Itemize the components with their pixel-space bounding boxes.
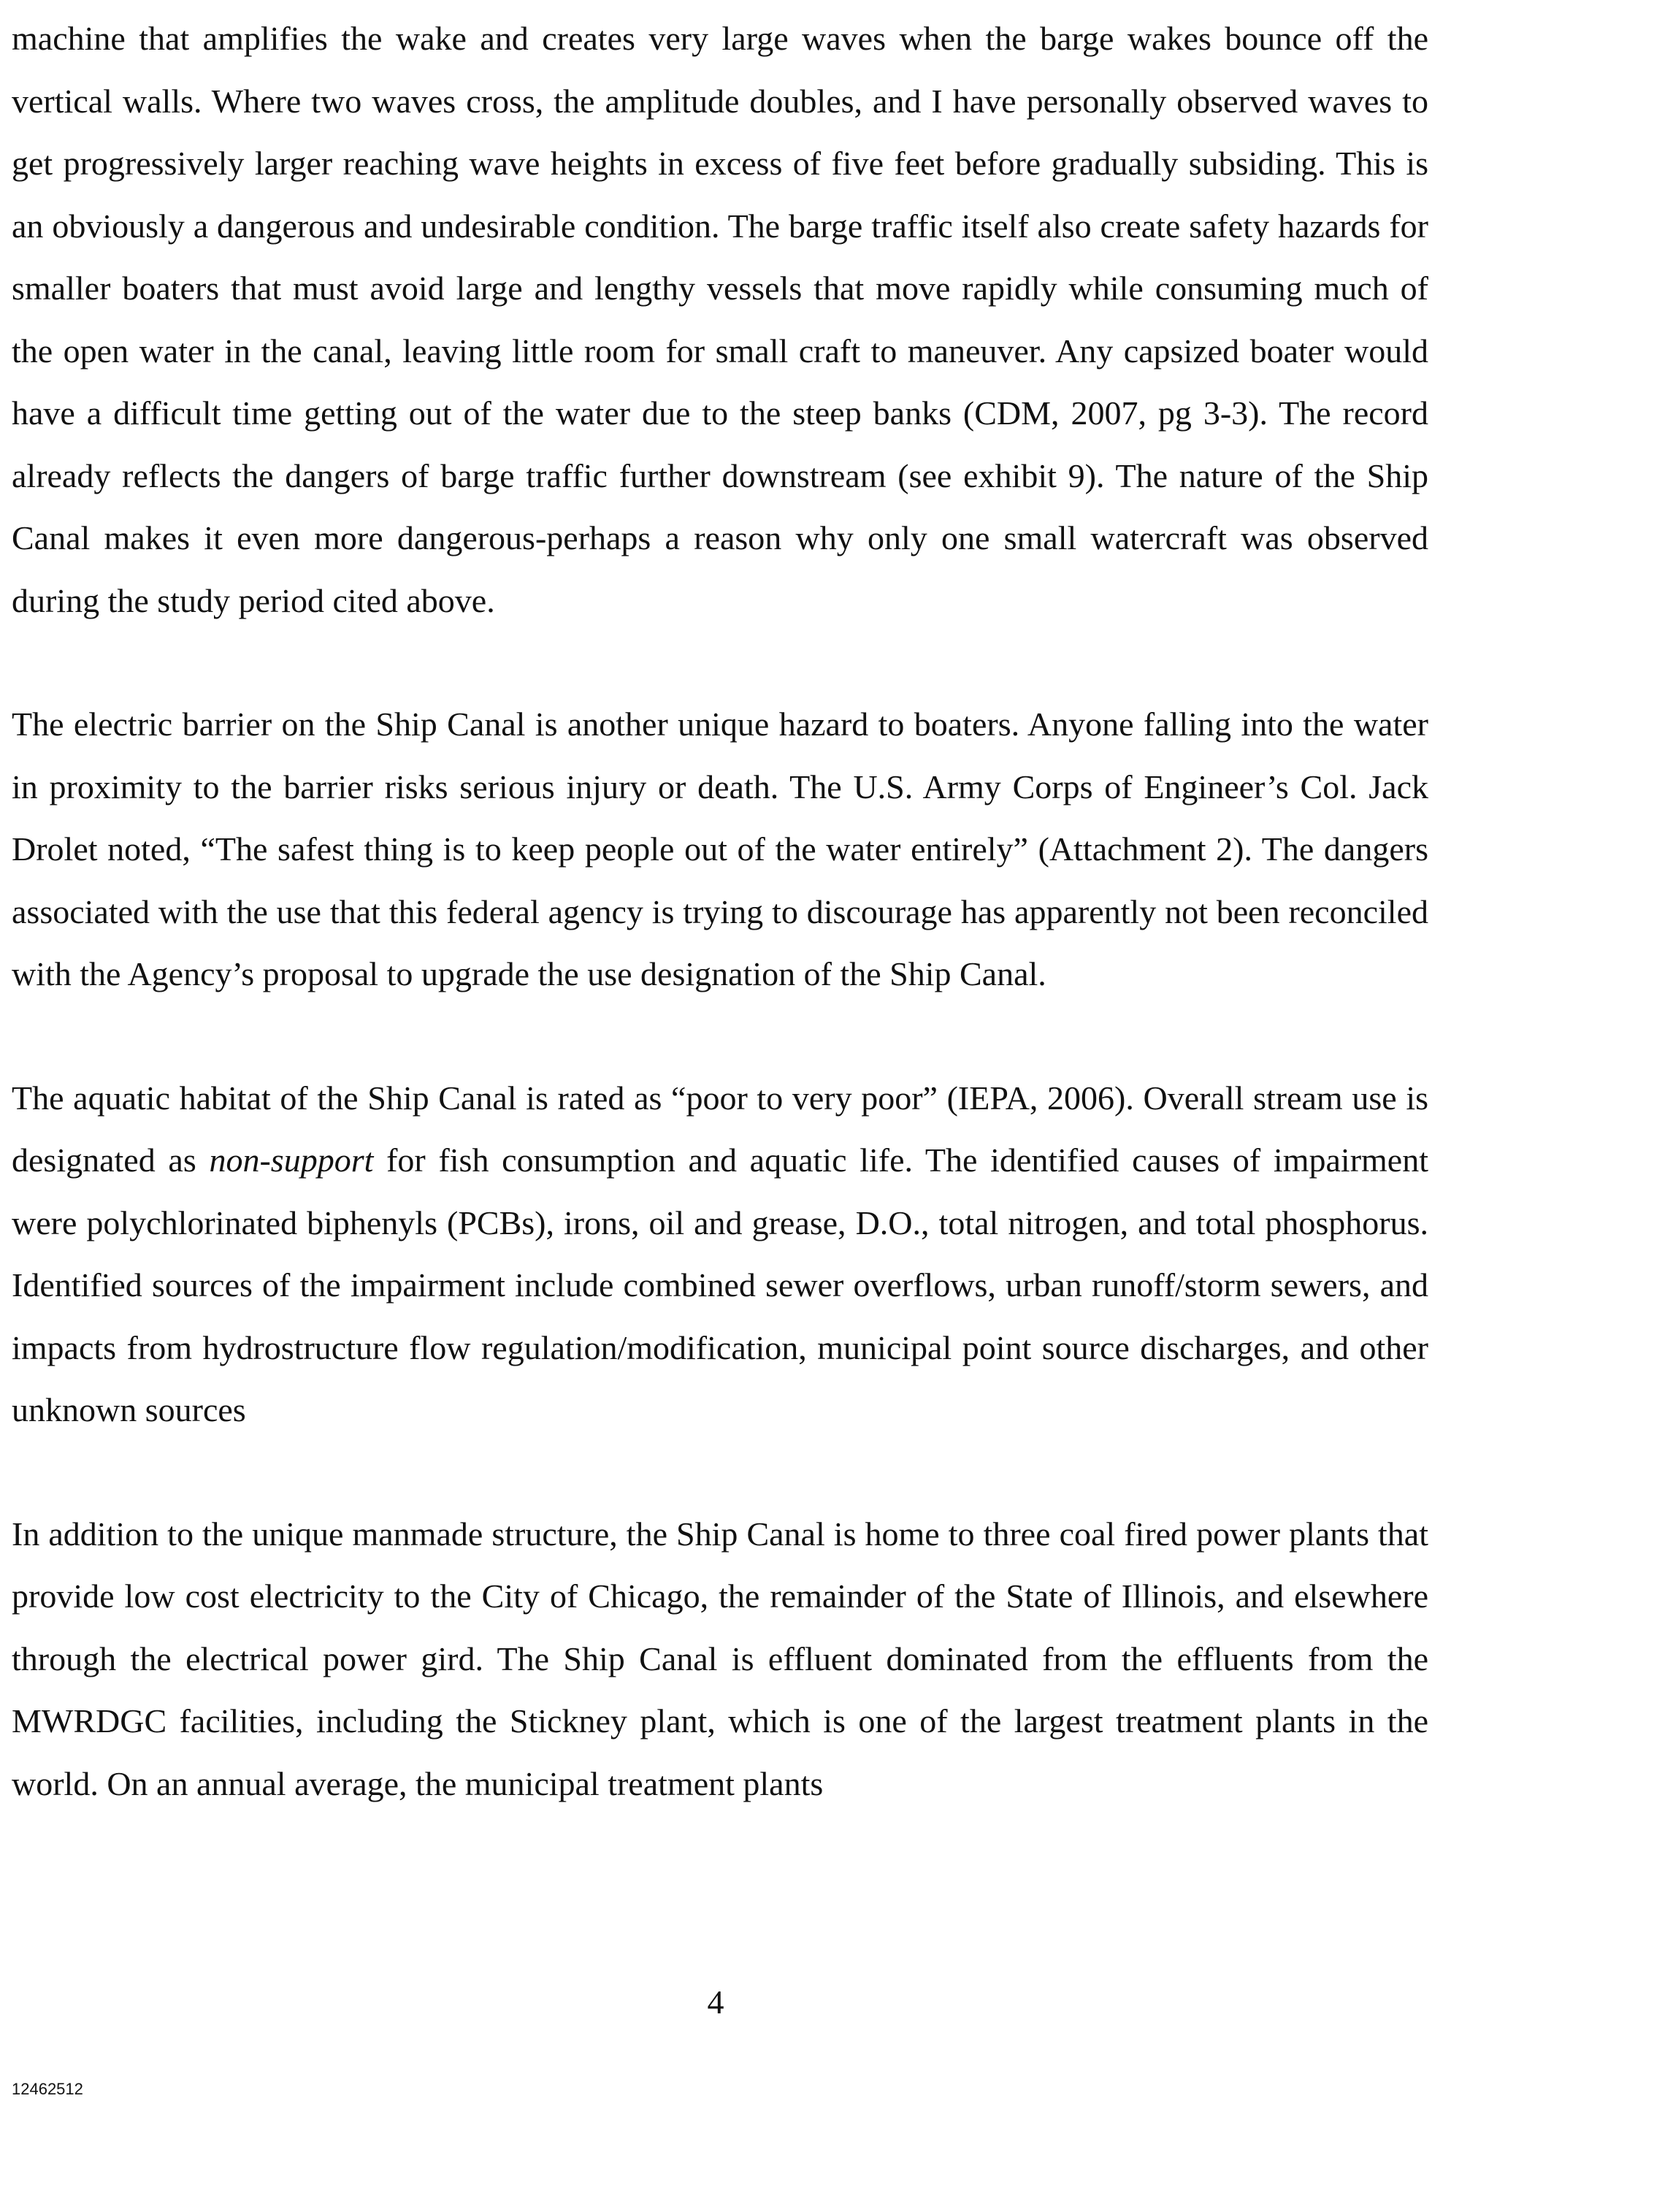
aquatic-text-part-1: The aquatic habitat of the Ship Canal is rated as “poor to very poor” (IEPA, 2006). Overall stream use is designated as — [12, 1079, 1428, 1179]
paragraph-power-plants: In addition to the unique manmade structure, the Ship Canal is home to three coal fired power plants that provide low cost electricity to the City of Chicago, the remainder of the State of Illinois, and elsewhere through the electrical power gird. The Ship Canal is effluent dominated from the effluents from the MWRDGC facilities, including the Stickney plant, which is one of the largest treatment plants in the world. On an annual average, the municipal treatment plants — [12, 1515, 1428, 1802]
document-id: 12462512 — [12, 2080, 83, 2098]
paragraph-barge-wakes: machine that amplifies the wake and creates very large waves when the barge wakes bounce off the vertical walls. Where two waves cross, the amplitude doubles, and I have personally observed waves to get progressively larger reaching wave heights in excess of five feet before gradually subsiding. This is an obviously a dangerous and undesirable condition. The barge traffic itself also create safety hazards for smaller boaters that must avoid large and lengthy vessels that move rapidly while consuming much of the open water in the canal, leaving little room for small craft to maneuver. Any capsized boater would have a difficult time getting out of the water due to the steep banks (CDM, 2007, pg 3-3). The record already reflects the dangers of barge traffic further downstream (see exhibit 9). The nature of the Ship Canal makes it even more dangerous-perhaps a reason why only one small watercraft was observed during the study period cited above. — [12, 20, 1428, 619]
aquatic-text-part-2: for fish consumption and aquatic life. The identified causes of impairment were polychlorinated biphenyls (PCBs), irons, oil and grease, D.O., total nitrogen, and total phosphorus. Identified sources of the impairment include combined sewer overflows, urban runoff/storm sewers, and impacts from hydrostructure flow regulation/modification, municipal point source discharges, and other unknown sources — [12, 1141, 1428, 1428]
paragraph-electric-barrier: The electric barrier on the Ship Canal is another unique hazard to boaters. Anyone falling into the water in proximity to the barrier risks serious injury or death. The U.S. Army Corps of Engineer’s Col. Jack Drolet noted, “The safest thing is to keep people out of the water entirely” (Attachment 2). The dangers associated with the use that this federal agency is trying to discourage has apparently not been reconciled with the Agency’s proposal to upgrade the use designation of the Ship Canal. — [12, 705, 1428, 992]
non-support-term: non-support — [209, 1141, 374, 1179]
page-number: 4 — [707, 1983, 724, 2021]
body-text — [12, 7, 1428, 1876]
paragraph-aquatic-habitat — [12, 1067, 1428, 1442]
